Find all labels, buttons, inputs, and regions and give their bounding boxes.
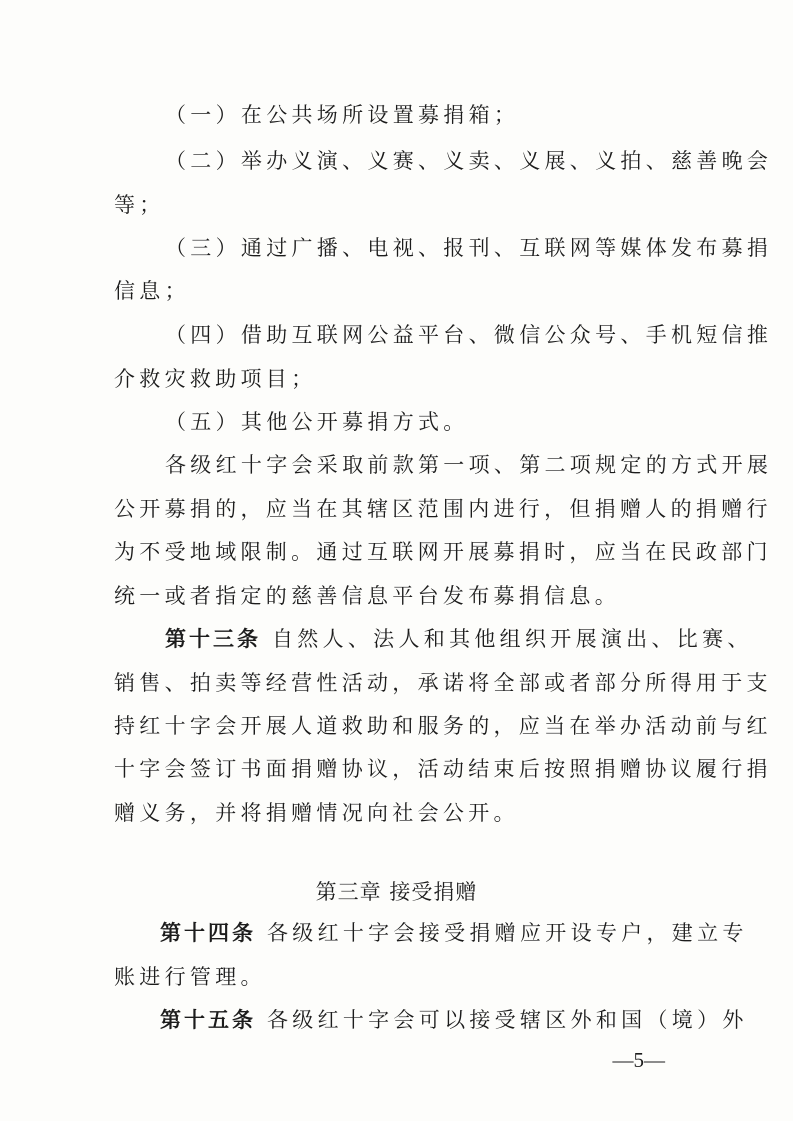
article-13-line-5: 赠义务，并将捐赠情况向社会公开。: [114, 801, 519, 825]
article-15-line-1: 各级红十字会可以接受辖区外和国（境）外: [266, 1008, 748, 1032]
article-14-line-1: 各级红十字会接受捐赠应开设专户，建立专: [266, 921, 748, 945]
list-item-1: （一）在公共场所设置募捐箱；: [165, 103, 520, 127]
article-13-line-4: 十字会签订书面捐赠协议，活动结束后按照捐赠协议履行捐: [114, 757, 772, 781]
list-item-4-line-2: 介救灾救助项目；: [114, 367, 317, 391]
list-item-4-line-1: （四）借助互联网公益平台、微信公众号、手机短信推: [165, 323, 773, 347]
list-item-3-line-2: 信息；: [114, 279, 190, 303]
article-14-heading: 第十四条: [160, 921, 256, 945]
article-14-first-line: [160, 918, 748, 948]
article-13-line-2: 销售、拍卖等经营性活动，承诺将全部或者部分所得用于支: [114, 671, 772, 695]
list-item-3-line-1: （三）通过广播、电视、报刊、互联网等媒体发布募捐: [165, 236, 773, 260]
article-15-heading: 第十五条: [160, 1008, 256, 1032]
paragraph-line-4: 统一或者指定的慈善信息平台发布募捐信息。: [114, 584, 620, 608]
paragraph-line-3: 为不受地域限制。通过互联网开展募捐时，应当在民政部门: [114, 540, 772, 564]
article-13-line-1: 自然人、法人和其他组织开展演出、比赛、: [271, 627, 753, 651]
paragraph-line-1: 各级红十字会采取前款第一项、第二项规定的方式开展: [165, 453, 773, 477]
chapter-title: 第三章 接受捐赠: [315, 880, 478, 904]
paragraph-line-2: 公开募捐的，应当在其辖区范围内进行，但捐赠人的捐赠行: [114, 497, 772, 521]
article-13-heading: 第十三条: [165, 627, 261, 651]
list-item-2-line-1: （二）举办义演、义赛、义卖、义展、义拍、慈善晚会: [165, 149, 773, 173]
list-item-2-line-2: 等；: [114, 193, 165, 217]
article-14-line-2: 账进行管理。: [114, 965, 266, 989]
list-item-5: （五）其他公开募捐方式。: [165, 410, 469, 434]
article-13-line-3: 持红十字会开展人道救助和服务的，应当在举办活动前与红: [114, 714, 772, 738]
article-15-first-line: [160, 1005, 748, 1035]
page-number: —5—: [612, 1048, 665, 1072]
article-13-first-line: [165, 624, 753, 654]
